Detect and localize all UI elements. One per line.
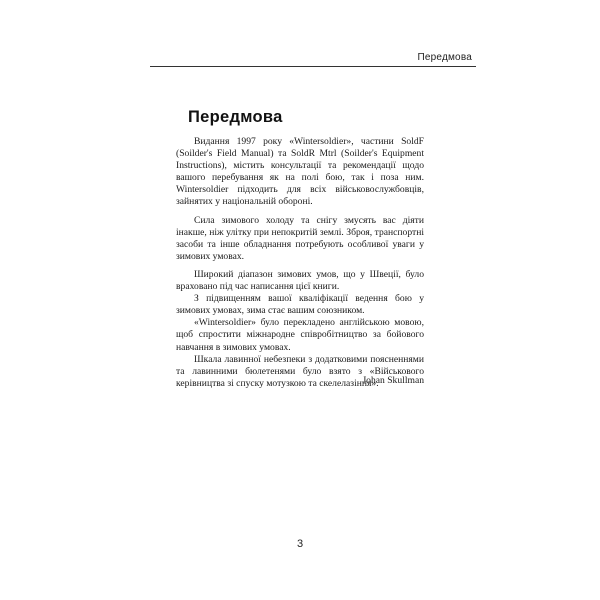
- running-head-title: Передмова: [417, 52, 472, 63]
- paragraph: Шкала лавинної небезпеки з додатковими поясненнями та лавинними бюлетенями було взято з «Військового керівництва зі спуску мотузкою та скелелазіння».: [176, 353, 424, 389]
- paragraph: З підвищенням вашої кваліфікації ведення бою у зимових умовах, зима стає вашим союзником.: [176, 293, 424, 317]
- paragraph: Видання 1997 року «Wintersoldier», частини SoldF (Soilder's Field Manual) та SoldR Mtrl (Soilder's Equipment Instructions), містить консультації та рекомендації щодо вашого перебування як на полі бою, так і поза ним. Wintersoldier підходить для всіх військовослужбовців, зайнятих у національній обороні.: [176, 136, 424, 208]
- signature: Johan Skullman: [362, 375, 424, 386]
- paragraph: «Wintersoldier» було перекладено англійською мовою, щоб спростити міжнародне співробітництво за бойового навчання в зимових умовах.: [176, 317, 424, 353]
- header-rule: [150, 66, 476, 67]
- page-number: 3: [296, 538, 304, 550]
- body-text: [176, 136, 424, 390]
- paragraph: Сила зимового холоду та снігу змусять вас діяти інакше, ніж улітку при непокритій землі. Зброя, транспортні засоби та інше обладнання потребують особливої уваги у зимових умовах.: [176, 214, 424, 262]
- chapter-title: Передмова: [188, 108, 283, 126]
- paragraph: Широкий діапазон зимових умов, що у Швеції, було враховано під час написання цієї книги.: [176, 268, 424, 293]
